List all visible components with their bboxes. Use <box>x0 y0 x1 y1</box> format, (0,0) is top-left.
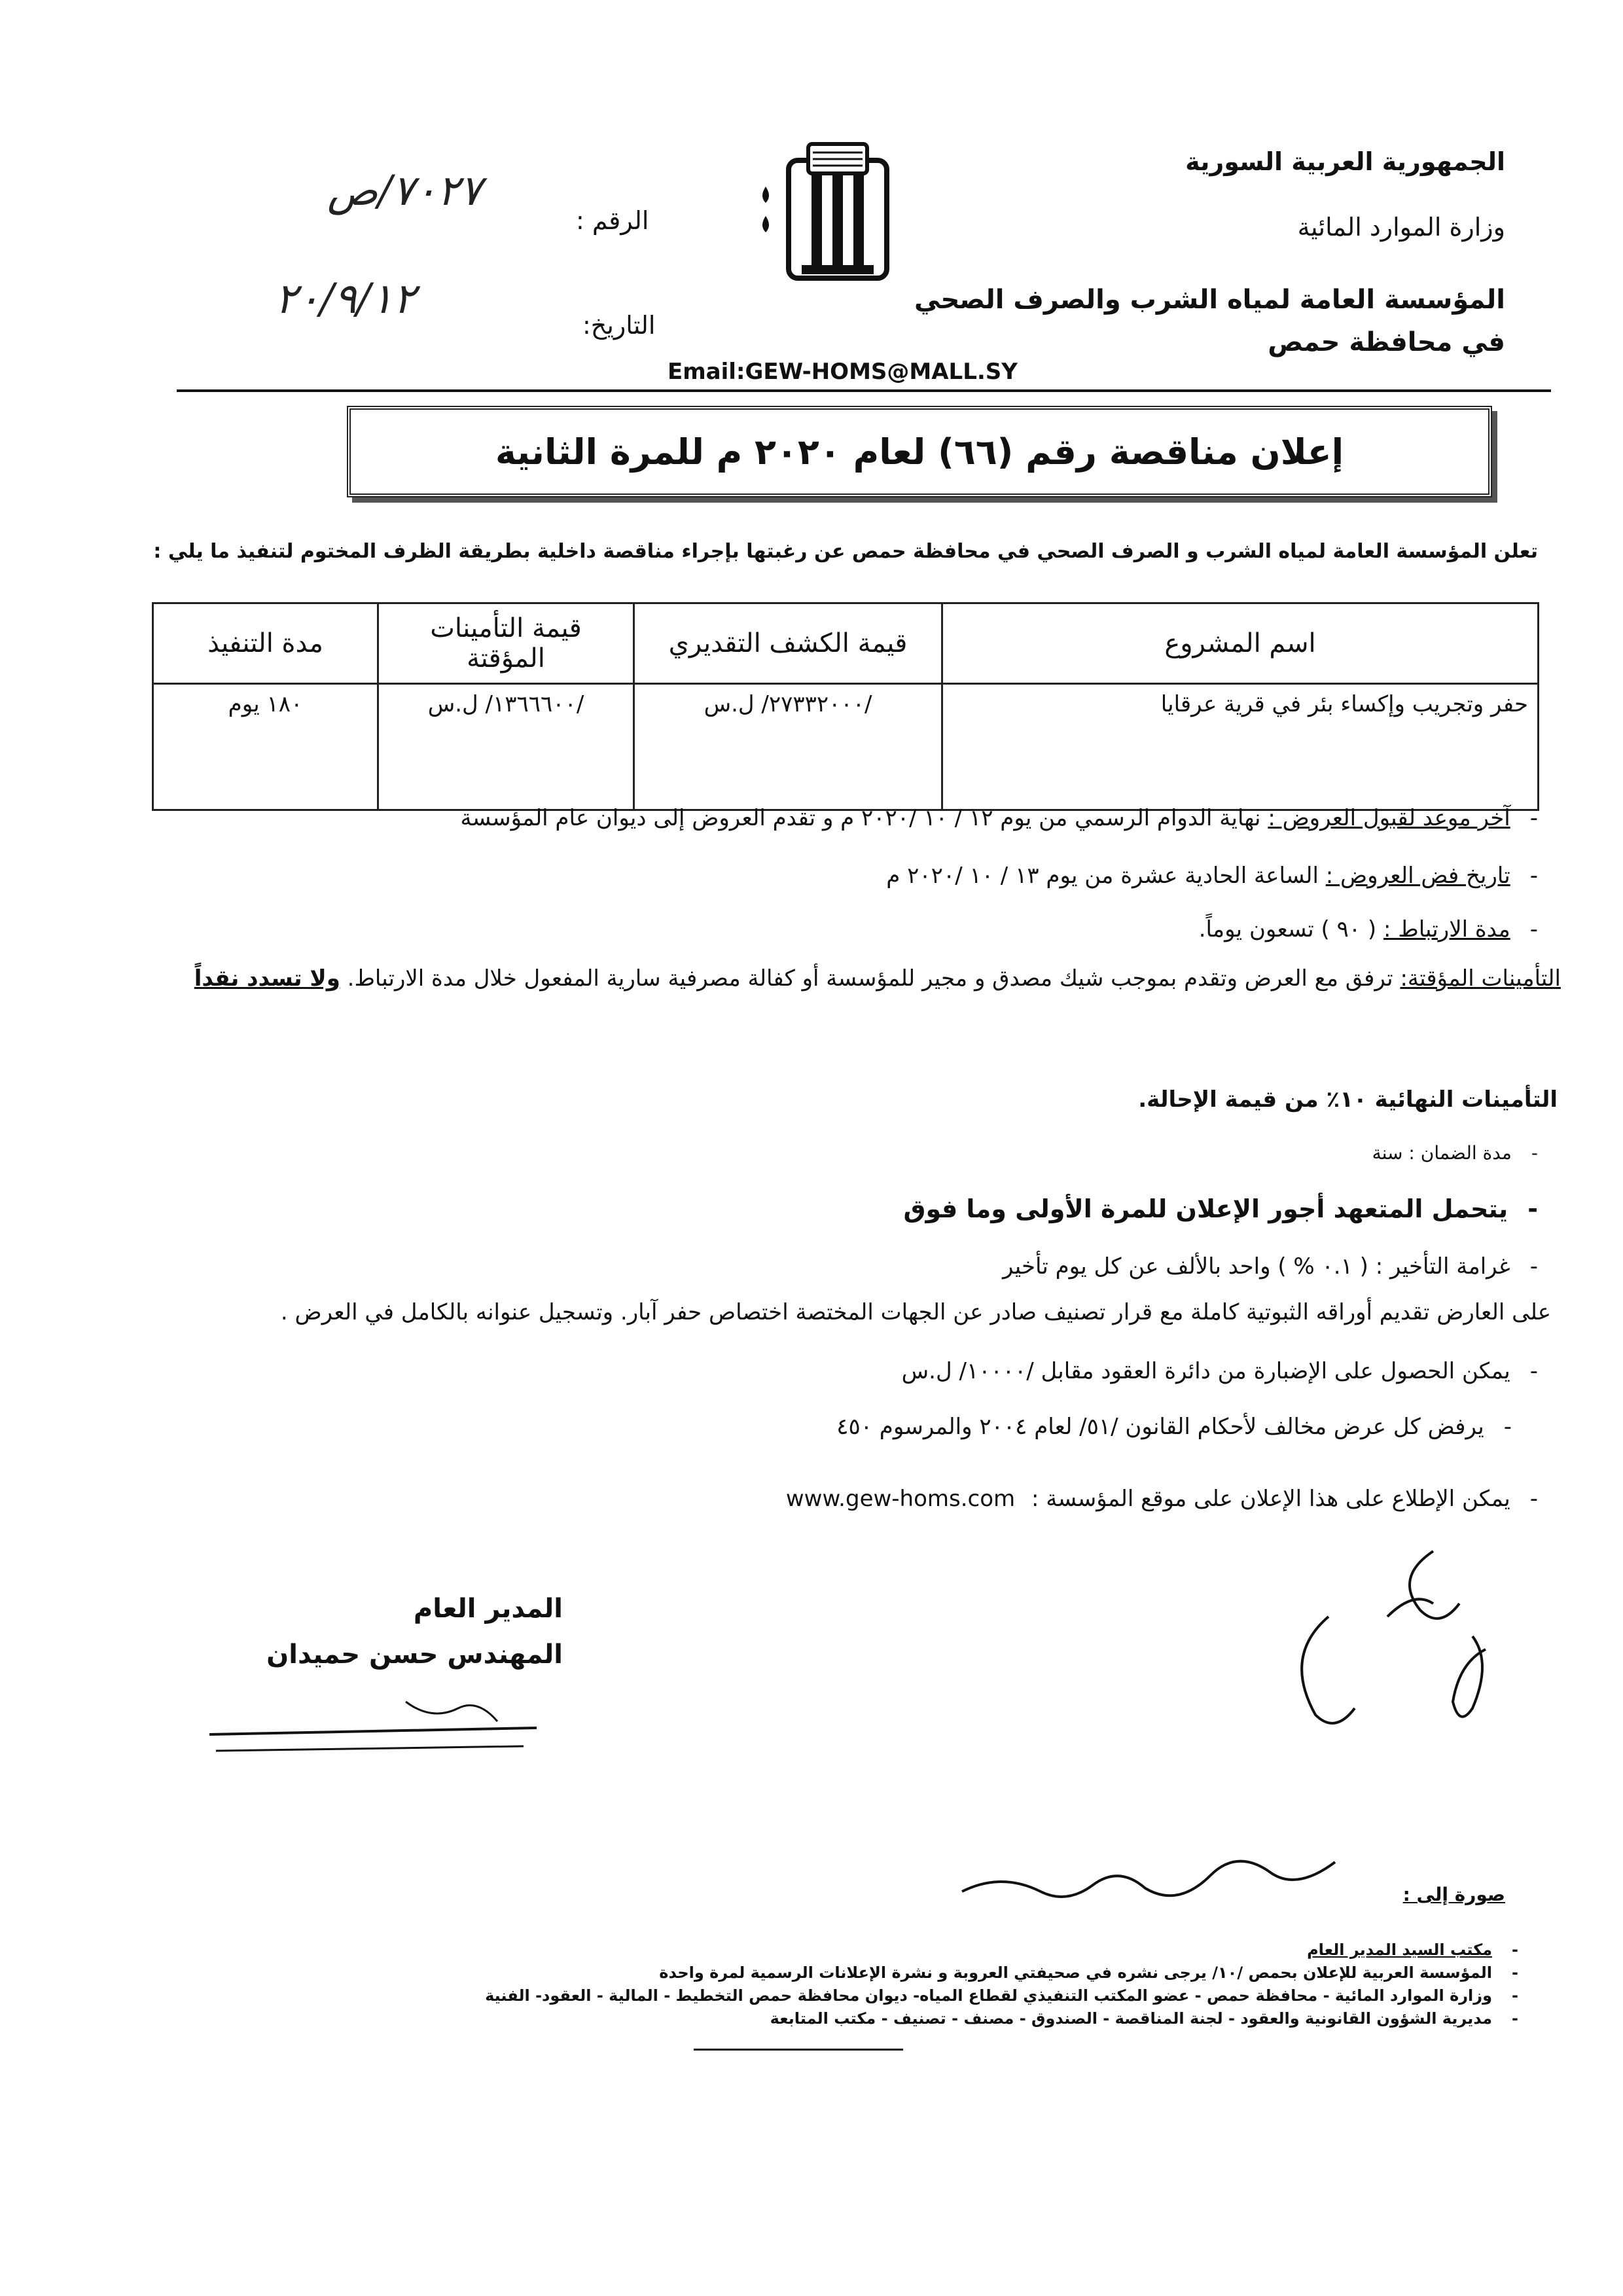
signature-title: المدير العام <box>413 1594 563 1624</box>
cell-duration: ١٨٠ يوم <box>153 684 378 810</box>
header-project-name: اسم المشروع <box>942 603 1539 684</box>
establishment-name: المؤسسة العامة لمياه الشرب والصرف الصحي <box>914 285 1505 315</box>
header-duration: مدة التنفيذ <box>153 603 378 684</box>
warranty-text: مدة الضمان : سنة <box>1372 1142 1512 1164</box>
copies-line: -مديرية الشؤون القانونية والعقود - لجنة المناقصة - الصندوق - مصنف - تصنيف - مكتب المتابعة <box>770 2009 1518 2028</box>
cell-temp-insurance: /١٣٦٦٦٠٠/ ل.س <box>378 684 634 810</box>
cell-project-name: حفر وتجريب وإكساء بئر في قرية عرقايا <box>942 684 1539 810</box>
temp-insurance-text: ترفق مع العرض وتقدم بموجب شيك مصدق و مجير للمؤسسة أو كفالة مصرفية سارية المفعول خلال مدة الارتباط. <box>347 965 1393 992</box>
website-item: -يمكن الإطلاع على هذا الإعلان على موقع المؤسسة : www.gew-homs.com <box>785 1486 1538 1512</box>
deadline-item: -آخر موعد لقبول العروض : نهاية الدوام الرسمي من يوم ١٢ / ١٠ /٢٠٢٠ م و تقدم العروض إلى ديوان عام المؤسسة <box>460 805 1538 831</box>
copies-line-text: مكتب السيد المدير العام <box>1307 1941 1493 1959</box>
table-row <box>153 684 1539 810</box>
copies-label: صورة إلى : <box>1402 1884 1505 1905</box>
announcement-title: إعلان مناقصة رقم (٦٦) لعام ٢٠٢٠ م للمرة الثانية <box>495 431 1344 473</box>
date-label: التاريخ: <box>582 311 656 340</box>
ad-costs-text: يتحمل المتعهد أجور الإعلان للمرة الأولى وما فوق <box>903 1194 1508 1223</box>
country-name: الجمهورية العربية السورية <box>1185 147 1505 176</box>
establishment-logo <box>753 134 916 291</box>
table-header-row <box>153 603 1539 684</box>
dossier-item: -يمكن الحصول على الإضبارة من دائرة العقود مقابل /١٠٠٠٠/ ل.س <box>901 1358 1538 1384</box>
copies-line-text: وزارة الموارد المائية - محافظة حمص - عضو المكتب التنفيذي لقطاع المياه- ديوان محافظة حمص التخطيط - المالية - العقود- الفنية <box>485 1986 1493 2005</box>
header-temp-insurance: قيمة التأمينات المؤقتة <box>378 603 634 684</box>
deadline-text: نهاية الدوام الرسمي من يوم ١٢ / ١٠ /٢٠٢٠ م و تقدم العروض إلى ديوان عام المؤسسة <box>460 805 1261 831</box>
opening-text: الساعة الحادية عشرة من يوم ١٣ / ١٠ /٢٠٢٠ م <box>886 863 1319 889</box>
temp-insurance-item <box>194 965 1561 992</box>
project-table <box>152 602 1539 811</box>
penalty-text: غرامة التأخير : ( ٠.١ % ) واحد بالألف عن كل يوم تأخير <box>1002 1253 1510 1280</box>
docs-text: على العارض تقديم أوراقه الثبوتية كاملة مع قرار تصنيف صادر عن الجهات المختصة اختصاص حفر آبار. وتسجيل عنوانه بالكامل في العرض . <box>280 1299 1551 1325</box>
director-signature <box>196 1689 563 1767</box>
binding-text: ( ٩٠ ) تسعون يوماً. <box>1198 916 1377 942</box>
opening-item: -تاريخ فض العروض : الساعة الحادية عشرة من يوم ١٣ / ١٠ /٢٠٢٠ م <box>886 863 1538 889</box>
copies-line: -المؤسسة العربية للإعلان بحمص /١٠/ يرجى نشره في صحيفتي العروبة و نشرة الإعلانات الرسمية لمرة واحدة <box>659 1964 1518 1982</box>
intro-text: تعلن المؤسسة العامة لمياه الشرب و الصرف الصحي في محافظة حمص عن رغبتها بإجراء مناقصة داخلية بطريقة الظرف المختوم لتنفيذ ما يلي : <box>153 540 1538 563</box>
email: Email:GEW-HOMS@MALL.SY <box>668 359 1018 385</box>
website-link[interactable]: www.gew-homs.com <box>785 1486 1016 1512</box>
ref-label: الرقم : <box>576 206 649 235</box>
binding-item: -مدة الارتباط : ( ٩٠ ) تسعون يوماً. <box>1198 916 1538 942</box>
signature-name: المهندس حسن حميدان <box>266 1640 563 1670</box>
copies-line-text: مديرية الشؤون القانونية والعقود - لجنة المناقصة - الصندوق - مصنف - تصنيف - مكتب المتابعة <box>770 2009 1493 2028</box>
temp-insurance-tail: ولا تسدد نقداً <box>194 965 340 992</box>
copies-line: -مكتب السيد المدير العام <box>1307 1941 1518 1959</box>
warranty-item: -مدة الضمان : سنة <box>1372 1142 1538 1164</box>
reject-item: -يرفض كل عرض مخالف لأحكام القانون /٥١/ لعام ٢٠٠٤ والمرسوم ٤٥٠ <box>836 1414 1512 1440</box>
reject-text: يرفض كل عرض مخالف لأحكام القانون /٥١/ لعام ٢٠٠٤ والمرسوم ٤٥٠ <box>836 1414 1484 1440</box>
website-text: يمكن الإطلاع على هذا الإعلان على موقع المؤسسة : <box>1031 1486 1510 1512</box>
header-estimate: قيمة الكشف التقديري <box>634 603 942 684</box>
deadline-label: آخر موعد لقبول العروض : <box>1268 805 1510 831</box>
copies-line-text: المؤسسة العربية للإعلان بحمص /١٠/ يرجى نشره في صحيفتي العروبة و نشرة الإعلانات الرسمية لمرة واحدة <box>659 1964 1493 1982</box>
cell-estimate: /٢٧٣٣٢٠٠٠/ ل.س <box>634 684 942 810</box>
bottom-rule <box>694 2049 903 2051</box>
copy-signature <box>949 1833 1355 1911</box>
binding-label: مدة الارتباط : <box>1383 916 1510 942</box>
announcement-title-box <box>347 406 1492 497</box>
header-rule <box>177 389 1551 392</box>
governorate-name: في محافظة حمص <box>1268 327 1505 357</box>
date-value: ٢٠/٩/١٢ <box>275 275 416 323</box>
ref-value: ٧٠٢٧/ص <box>327 167 482 215</box>
final-insurance: التأمينات النهائية ١٠٪ من قيمة الإحالة. <box>1138 1086 1558 1113</box>
ad-costs-item: -يتحمل المتعهد أجور الإعلان للمرة الأولى وما فوق <box>903 1194 1538 1223</box>
temp-insurance-label: التأمينات المؤقتة: <box>1400 965 1561 992</box>
penalty-item: -غرامة التأخير : ( ٠.١ % ) واحد بالألف عن كل يوم تأخير <box>1002 1253 1538 1280</box>
copies-line: -وزارة الموارد المائية - محافظة حمص - عضو المكتب التنفيذي لقطاع المياه- ديوان محافظة حمص التخطيط - المالية - العقود- الفنية <box>485 1986 1518 2005</box>
dossier-text: يمكن الحصول على الإضبارة من دائرة العقود مقابل /١٠٠٠٠/ ل.س <box>901 1358 1510 1384</box>
opening-label: تاريخ فض العروض : <box>1325 863 1510 889</box>
handwritten-signature <box>1237 1538 1518 1754</box>
ministry-name: وزارة الموارد المائية <box>1297 213 1505 242</box>
